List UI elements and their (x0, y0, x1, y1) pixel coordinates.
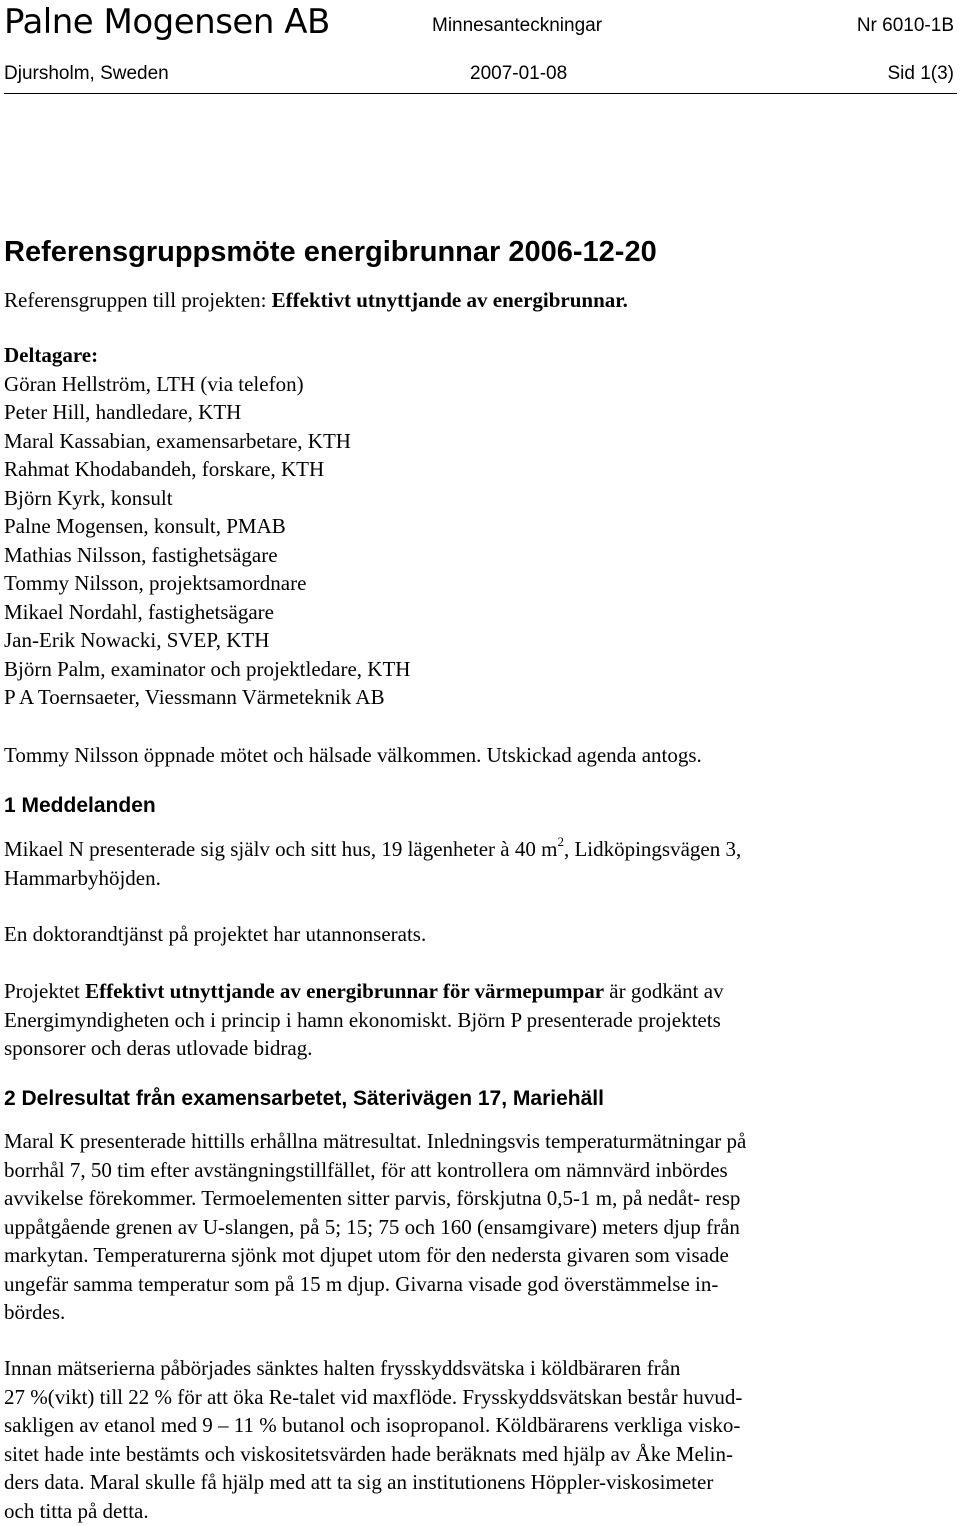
participant: Mikael Nordahl, fastighetsägare (4, 599, 274, 624)
paragraph-line: uppåtgående grenen av U-slangen, på 5; 15; 75 och 160 (ensamgivare) meters djup från (4, 1214, 740, 1239)
participant: Björn Kyrk, konsult (4, 485, 173, 510)
paragraph-line: Mikael N presenterade sig själv och sitt hus, 19 lägenheter à 40 $m^2$, Lidköpingsvägen 3, (4, 834, 742, 861)
participant: Göran Hellström, LTH (via telefon) (4, 371, 304, 396)
participant: Maral Kassabian, examensarbetare, KTH (4, 428, 351, 453)
paragraph-line: Hammarbyhöjden. (4, 865, 161, 890)
paragraph-line: markytan. Temperaturerna sjönk mot djupet utom för den nedersta givaren som visade (4, 1243, 729, 1267)
subtitle-project: Effektivt utnyttjande av energibrunnar. (271, 288, 628, 312)
participant: Mathias Nilsson, fastighetsägare (4, 542, 278, 567)
paragraph-project-approval (4, 977, 954, 1063)
participant: Rahmat Khodabandeh, forskare, KTH (4, 457, 325, 481)
paragraph-measurements (4, 1127, 954, 1327)
paragraph-line: Maral K presenterade hittills erhållna mätresultat. Inledningsvis temperaturmätningar på (4, 1129, 747, 1153)
document-number: Nr 6010-1B (856, 15, 954, 36)
paragraph-line: ungefär samma temperatur som på 15 m djup. Givarna visade god överstämmelse in- (4, 1271, 719, 1296)
section-heading-delresultat: 2 Delresultat från examensarbetet, Säterivägen 17, Mariehäll (4, 1087, 604, 1110)
document-place: Djursholm, Sweden (4, 63, 169, 84)
subtitle-prefix: Referensgruppen till projekten: (4, 288, 272, 312)
paragraph-line: sakligen av etanol med 9 – 11 % butanol och isopropanol. Köldbärarens verkliga visko- (4, 1413, 741, 1437)
document-type: Minnesanteckningar (432, 15, 603, 36)
paragraph-house (4, 835, 954, 892)
paragraph-line: 27 %(vikt) till 22 % för att öka Re-talet vid maxflöde. Frysskyddsvätskan består huvud- (4, 1384, 743, 1409)
participant: Tommy Nilsson, projektsamordnare (4, 571, 307, 595)
paragraph-line: bördes. (4, 1300, 66, 1324)
participant: P A Toernsaeter, Viessmann Värmeteknik AB (4, 685, 385, 709)
participants-label: Deltagare: (4, 343, 99, 367)
paragraph-antifreeze (4, 1354, 954, 1525)
opening-paragraph: Tommy Nilsson öppnade mötet och hälsade välkommen. Utskickad agenda antogs. (4, 743, 702, 767)
paragraph-line: sponsorer och deras utlovade bidrag. (4, 1036, 313, 1060)
paragraph-line: Innan mätserierna påbörjades sänktes halten frysskyddsvätska i köldbäraren från (4, 1356, 681, 1380)
page-header (0, 0, 960, 48)
document-date: 2007-01-08 (470, 63, 568, 84)
page-subheader (0, 58, 960, 88)
page-title: Referensgruppsmöte energibrunnar 2006-12-20 (4, 236, 657, 268)
participant: Palne Mogensen, konsult, PMAB (4, 514, 286, 538)
paragraph-doctorate: En doktorandtjänst på projektet har utannonserats. (4, 922, 427, 946)
paragraph-line: sitet hade inte bestämts och viskositetsvärden hade beräknats med hjälp av Åke Melin- (4, 1441, 733, 1466)
company-name: Palne Mogensen AB (4, 2, 330, 42)
participant: Peter Hill, handledare, KTH (4, 400, 242, 424)
project-name-bold: Effektivt utnyttjande av energibrunnar för värmepumpar (85, 979, 605, 1003)
participant: Björn Palm, examinator och projektledare, KTH (4, 656, 411, 681)
participants-list (4, 341, 954, 712)
paragraph-line: borrhål 7, 50 tim efter avstängningstillfället, för att kontrollera om nämnvärd inbördes (4, 1157, 728, 1182)
page-number: Sid 1(3) (887, 63, 954, 84)
participant: Jan-Erik Nowacki, SVEP, KTH (4, 628, 270, 652)
paragraph-line: avvikelse förekommer. Termoelementen sitter parvis, förskjutna 0,5-1 m, på nedåt- resp (4, 1186, 741, 1210)
paragraph-line: och titta på detta. (4, 1498, 149, 1523)
paragraph-line: Projektet Effektivt utnyttjande av energibrunnar för värmepumpar är godkänt av (4, 979, 724, 1003)
paragraph-line: ders data. Maral skulle få hjälp med att ta sig an institutionens Höppler-viskosimeter (4, 1470, 714, 1494)
superscript: 2 (557, 834, 564, 849)
paragraph-line: Energimyndigheten och i princip i hamn ekonomiskt. Björn P presenterade projektets (4, 1007, 721, 1032)
header-divider (4, 93, 957, 94)
section-heading-meddelanden: 1 Meddelanden (4, 794, 156, 817)
project-subtitle (4, 286, 954, 315)
